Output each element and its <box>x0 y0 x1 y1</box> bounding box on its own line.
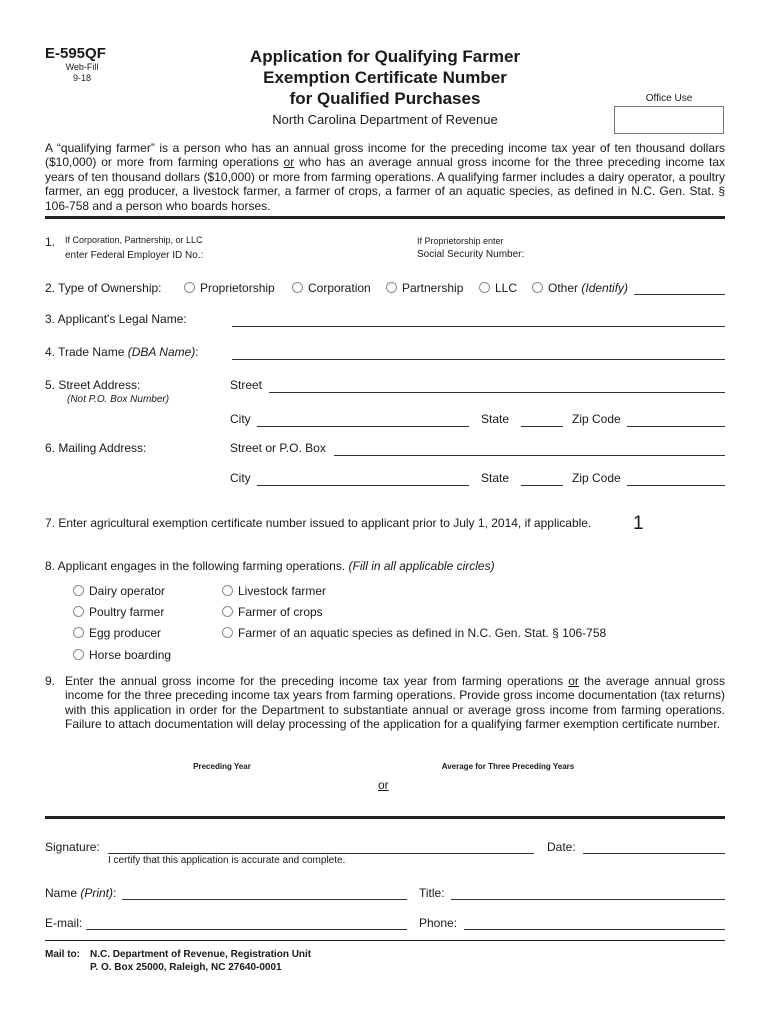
office-use-box <box>614 106 724 134</box>
mail-divider <box>45 940 725 941</box>
q2-label: 2. Type of Ownership: <box>45 281 162 295</box>
section-divider <box>45 216 725 219</box>
q7-label: 7. Enter agricultural exemption certificate number issued to applicant prior to July 1, 2014, if applicable. <box>45 516 592 530</box>
q4-label: 4. Trade Name (DBA Name): <box>45 345 199 359</box>
state-input[interactable] <box>521 426 563 427</box>
mail-line-2: P. O. Box 25000, Raleigh, NC 27640-0001 <box>90 962 282 973</box>
exemption-certificate-input[interactable]: 1 <box>633 513 644 534</box>
operation-poultry-farmer[interactable]: Poultry farmer <box>73 605 164 619</box>
operation-farmer-of-crops[interactable]: Farmer of crops <box>222 605 323 619</box>
q1-fein-label-b: enter Federal Employer ID No.: <box>65 250 204 261</box>
title-input[interactable] <box>451 899 725 900</box>
checkbox-circle[interactable] <box>222 606 233 617</box>
mailing-zip-input[interactable] <box>627 485 725 486</box>
name-input[interactable] <box>122 899 407 900</box>
radio-circle[interactable] <box>386 282 397 293</box>
q6-city-label: City <box>230 471 251 485</box>
ownership-option-partnership[interactable]: Partnership <box>386 281 463 295</box>
q3-label: 3. Applicant's Legal Name: <box>45 312 187 326</box>
q6-state-label: State <box>481 471 510 485</box>
mailing-street-input[interactable] <box>334 455 725 456</box>
q9-number: 9. <box>45 674 56 688</box>
q5-zip-label: Zip Code <box>572 412 621 426</box>
street-address-input[interactable] <box>269 392 725 393</box>
q5-label: 5. Street Address: <box>45 378 141 392</box>
checkbox-circle[interactable] <box>73 606 84 617</box>
checkbox-circle[interactable] <box>73 585 84 596</box>
ownership-option-proprietorship[interactable]: Proprietorship <box>184 281 275 295</box>
q6-label: 6. Mailing Address: <box>45 441 147 455</box>
preceding-year-label: Preceding Year <box>193 762 251 771</box>
q1-ssn-label-a: If Proprietorship enter <box>417 236 504 246</box>
or-label: or <box>378 778 389 792</box>
operation-horse-boarding[interactable]: Horse boarding <box>73 648 171 662</box>
mailing-city-input[interactable] <box>257 485 469 486</box>
q8-label: 8. Applicant engages in the following farming operations. (Fill in all applicable circles) <box>45 559 495 573</box>
q1-fein-label-a: If Corporation, Partnership, or LLC <box>65 235 203 245</box>
preceding-year-input[interactable] <box>160 775 284 795</box>
title-label: Title: <box>419 886 445 900</box>
city-input[interactable] <box>257 426 469 427</box>
department-name: North Carolina Department of Revenue <box>272 112 498 127</box>
zip-input[interactable] <box>627 426 725 427</box>
fein-input[interactable] <box>232 232 402 262</box>
radio-circle[interactable] <box>479 282 490 293</box>
form-id: E-595QF <box>45 45 106 62</box>
operation-livestock-farmer[interactable]: Livestock farmer <box>222 584 326 598</box>
certify-statement: I certify that this application is accurate and complete. <box>108 855 346 866</box>
date-label: Date: <box>547 840 576 854</box>
form-title: Application for Qualifying Farmer Exemption Certificate Number for Qualified Purchases <box>249 47 521 108</box>
q1-number: 1. <box>45 235 56 249</box>
q5-sublabel: (Not P.O. Box Number) <box>67 394 170 405</box>
ssn-input[interactable] <box>545 232 725 262</box>
signature-divider <box>45 816 725 819</box>
date-input[interactable] <box>583 853 725 854</box>
mail-to-label: Mail to: <box>45 949 80 960</box>
office-use-label: Office Use <box>645 93 693 104</box>
trade-name-input[interactable] <box>232 359 725 360</box>
email-label: E-mail: <box>45 916 83 930</box>
ownership-option-corporation[interactable]: Corporation <box>292 281 371 295</box>
q5-state-label: State <box>481 412 510 426</box>
mail-line-1: N.C. Department of Revenue, Registration Unit <box>90 949 312 960</box>
legal-name-input[interactable] <box>232 326 725 327</box>
q6-street-label: Street or P.O. Box <box>230 441 326 455</box>
radio-circle[interactable] <box>184 282 195 293</box>
average-income-input[interactable] <box>420 775 596 795</box>
q5-street-label: Street <box>230 378 263 392</box>
signature-input[interactable] <box>108 853 534 854</box>
average-income-label: Average for Three Preceding Years <box>441 762 575 771</box>
operation-aquatic-species[interactable]: Farmer of an aquatic species as defined in N.C. Gen. Stat. § 106-758 <box>222 626 606 640</box>
phone-label: Phone: <box>419 916 458 930</box>
email-input[interactable] <box>86 929 407 930</box>
radio-circle[interactable] <box>292 282 303 293</box>
web-fill-label: Web-Fill <box>65 62 99 72</box>
form-version: 9-18 <box>72 73 91 83</box>
operation-dairy-operator[interactable]: Dairy operator <box>73 584 165 598</box>
checkbox-circle[interactable] <box>73 649 84 660</box>
mailing-state-input[interactable] <box>521 485 563 486</box>
q6-zip-label: Zip Code <box>572 471 621 485</box>
checkbox-circle[interactable] <box>73 627 84 638</box>
name-label: Name (Print): <box>45 886 117 900</box>
intro-paragraph: A “qualifying farmer” is a person who has an annual gross income for the preceding income tax year of ten thousand dollars ($10,000) or more from farming operations or who has an average annual gross income for the three preceding income tax years of ten thousand dollars ($10,000) or more from farming operations. A qualifying farmer includes a dairy operator, a poultry farmer, an egg producer, a livestock farmer, a farmer of crops, a farmer of an aquatic species, as defined in N.C. Gen. Stat. § 106-758 and a person who boards horses. <box>45 141 725 213</box>
radio-circle[interactable] <box>532 282 543 293</box>
checkbox-circle[interactable] <box>222 585 233 596</box>
q1-ssn-label-b: Social Security Number: <box>417 249 525 260</box>
q9-paragraph: Enter the annual gross income for the preceding income tax year from farming operations or the average annual gross income for the three preceding income tax years from farming operations. Provide gross income documentation (tax returns) with this application in order for the Department to substantiate annual or average gross income from farming operations. Failure to attach documentation will delay processing of the application for a qualifying farmer exemption certificate number. <box>65 674 725 732</box>
ownership-option-llc[interactable]: LLC <box>479 281 517 295</box>
signature-label: Signature: <box>45 840 100 854</box>
q5-city-label: City <box>230 412 251 426</box>
ownership-option-other[interactable]: Other (Identify) <box>532 281 628 295</box>
phone-input[interactable] <box>464 929 725 930</box>
operation-egg-producer[interactable]: Egg producer <box>73 626 161 640</box>
other-identify-input[interactable] <box>634 294 725 295</box>
checkbox-circle[interactable] <box>222 627 233 638</box>
